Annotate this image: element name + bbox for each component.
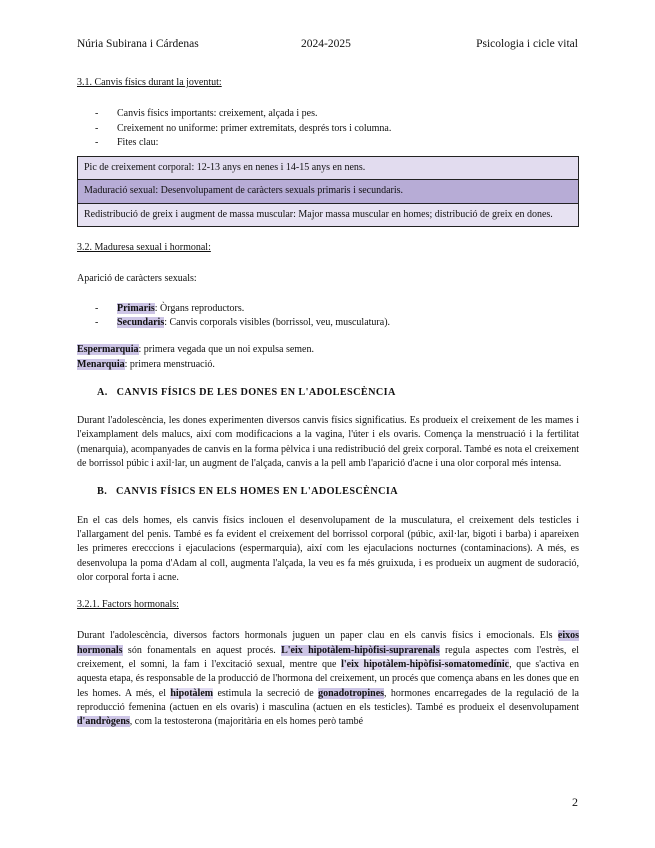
term-eixos-hormonals: eixos hormonals <box>77 630 579 656</box>
section-3-2-intro: Aparició de caràcters sexuals: <box>77 273 197 285</box>
definition-menarquia <box>77 358 579 372</box>
term-text: : Òrgans reproductors. <box>154 302 245 314</box>
definition-text: : primera vegada que un noi expulsa semen. <box>138 344 314 356</box>
list-item: - Canvis físics importants: creixement, alçada i pes. <box>95 107 579 121</box>
term-secundaris: Secundaris <box>117 316 165 328</box>
table-row: Maduració sexual: Desenvolupament de caràcters sexuals primaris i secundaris. <box>78 180 578 203</box>
text-run: estimula la secreció de <box>213 687 319 699</box>
text-run: Durant l'adolescència, diversos factors hormonals juguen un paper clau en els canvis físics i emocionals. Els <box>77 630 558 642</box>
heading-a <box>77 386 579 400</box>
term-hipotalem: hipotàlem <box>170 687 214 699</box>
header-course: Psicologia i cicle vital <box>476 38 578 50</box>
text-run: són fonamentals en aquest procés. <box>122 644 282 656</box>
term-espermarquia: Espermarquia <box>77 344 139 356</box>
section-3-1-title: 3.1. Canvis físics durant la joventut: <box>77 77 222 88</box>
list-item <box>95 316 579 330</box>
section-3-2-1-paragraph <box>77 629 579 729</box>
text-run: , que s'activa en aquesta etapa, és responsable de la producció de l'hormona del creixement, un procés que comença abans en les dones que en les homes. A més, el <box>77 659 579 699</box>
list-item: - Fites clau: <box>95 136 579 150</box>
section-3-1-list <box>77 107 579 150</box>
heading-a-title: CANVIS FÍSICS DE LES DONES EN L'ADOLESCÈNCIA <box>116 386 396 398</box>
page-header <box>77 38 578 54</box>
definition-espermarquia <box>77 343 579 357</box>
term-gonadotropines: gonadotropines <box>318 687 385 699</box>
text-run: , hormones encarregades de la regulació de la reproducció femenina (actuen en els ovaris) i masculina (actuen en els testicles). També es produeix el desenvolupament <box>77 687 579 713</box>
section-a-paragraph: Durant l'adolescència, les dones experimenten diversos canvis físics significatius. Es produeix el creixement de les mames i l'eixamplament dels malucs, així com modificacions a la vagina, l'úter i els ovaris. Comença la menstruació i la fertilitat (menarquia), acompanyades de canvis en la forma pèlvica i una redistribució del greix corporal. També es nota el creixement de borrissol púbic i axil·lar, un augment de l'alçada, canvis a la pell amb l'aparició d'acne i una olor corporal més intensa. <box>77 415 579 470</box>
text-run: regula aspectes com l'estrès, el creixement, el somni, la fam i l'excitació sexual, mentre que <box>77 644 579 671</box>
section-3-2-title: 3.2. Maduresa sexual i hormonal: <box>77 242 211 254</box>
definition-text: : primera menstruació. <box>124 358 215 370</box>
key-milestones-table <box>77 156 579 227</box>
header-year: 2024-2025 <box>301 38 351 50</box>
term-eix-suprarenals: L'eix hipotàlem-hipòfisi-suprarenals <box>281 644 440 656</box>
section-b-paragraph: En el cas dels homes, els canvis físics inclouen el desenvolupament de la musculatura, el creixement dels testicles i l'allargament del penis. També es fa evident el creixement del borrissol corporal (púbic, axil·lar, bigoti i barba) i apareixen les primeres erecccions i ejaculacions (espermarquia), així com les ejaculacions nocturnes (contaminacions). A més, es desenvolupa la poma d'Adam al coll, augmenta l'alçada, la veu es fa més gruixuda, i es produeix un augment de sudoració, olor corporal forta i acne. <box>77 514 579 583</box>
heading-b <box>77 485 579 499</box>
table-row: Redistribució de greix i augment de massa muscular: Major massa muscular en homes; distribució de greix en dones. <box>78 204 578 226</box>
heading-b-title: CANVIS FÍSICS EN ELS HOMES EN L'ADOLESCÈNCIA <box>116 486 398 498</box>
text-run: , com la testosterona (majoritària en els homes però també <box>129 716 364 728</box>
page-number: 2 <box>572 795 578 809</box>
term-eix-somatomedinic: l'eix hipotàlem-hipòfisi-somatomedínic <box>341 659 510 671</box>
heading-b-letter: B. <box>97 486 108 498</box>
term-text: : Canvis corporals visibles (borrissol, veu, musculatura). <box>164 316 391 328</box>
term-primaris: Primaris <box>117 302 155 314</box>
heading-a-letter: A. <box>97 386 108 398</box>
section-3-2-list <box>77 302 579 331</box>
list-item <box>95 302 579 316</box>
header-author: Núria Subirana i Cárdenas <box>77 38 199 50</box>
page-content <box>77 76 579 730</box>
term-menarquia: Menarquia <box>77 358 125 370</box>
term-androgens: d'andrògens <box>77 716 130 728</box>
list-item: - Creixement no uniforme: primer extremitats, després tors i columna. <box>95 122 579 136</box>
section-3-2-1-title: 3.2.1. Factors hormonals: <box>77 599 179 611</box>
table-row: Pic de creixement corporal: 12-13 anys en nenes i 14-15 anys en nens. <box>78 157 578 180</box>
